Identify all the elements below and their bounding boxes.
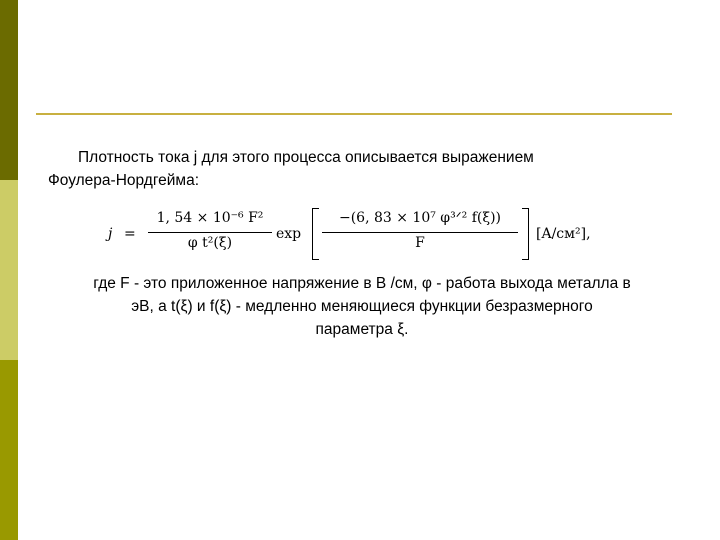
explanation-line-2: эВ, а t(ξ) и f(ξ) - медленно меняющиеся функции безразмерного bbox=[131, 298, 593, 315]
intro-line-2: Фоулера-Нордгейма: bbox=[48, 172, 200, 189]
right-bracket bbox=[522, 208, 529, 260]
formula-prefactor-fraction bbox=[148, 210, 272, 255]
formula-lhs: j bbox=[108, 226, 113, 242]
formula-exp: exp bbox=[276, 226, 302, 242]
prefactor-fraction-line bbox=[148, 232, 272, 233]
exponent-fraction-line bbox=[322, 232, 518, 233]
exponent-numerator: −(6, 83 × 10⁷ φ³ᐟ² f(ξ)) bbox=[338, 210, 501, 226]
side-bar-bottom bbox=[0, 360, 18, 540]
side-bar-top bbox=[0, 0, 18, 180]
left-bracket bbox=[312, 208, 319, 260]
side-bar-middle bbox=[0, 180, 18, 360]
exponent-denominator: F bbox=[415, 235, 425, 251]
title-divider bbox=[36, 113, 672, 115]
explanation-line-3: параметра ξ. bbox=[315, 321, 409, 338]
prefactor-numerator: 1, 54 × 10⁻⁶ F² bbox=[156, 210, 264, 226]
intro-paragraph bbox=[48, 146, 688, 192]
explanation-line-1: где F - это приложенное напряжение в В /см, φ - работа выхода металла в bbox=[93, 275, 631, 292]
formula-exponent-fraction bbox=[322, 210, 518, 255]
intro-line-1: Плотность тока j для этого процесса описывается выражением bbox=[78, 149, 534, 166]
formula-equals: = bbox=[124, 226, 136, 242]
formula-unit: [A/см²], bbox=[536, 226, 591, 242]
explanation-paragraph bbox=[40, 272, 684, 341]
fowler-nordheim-formula bbox=[108, 208, 628, 262]
prefactor-denominator: φ t²(ξ) bbox=[187, 235, 233, 251]
